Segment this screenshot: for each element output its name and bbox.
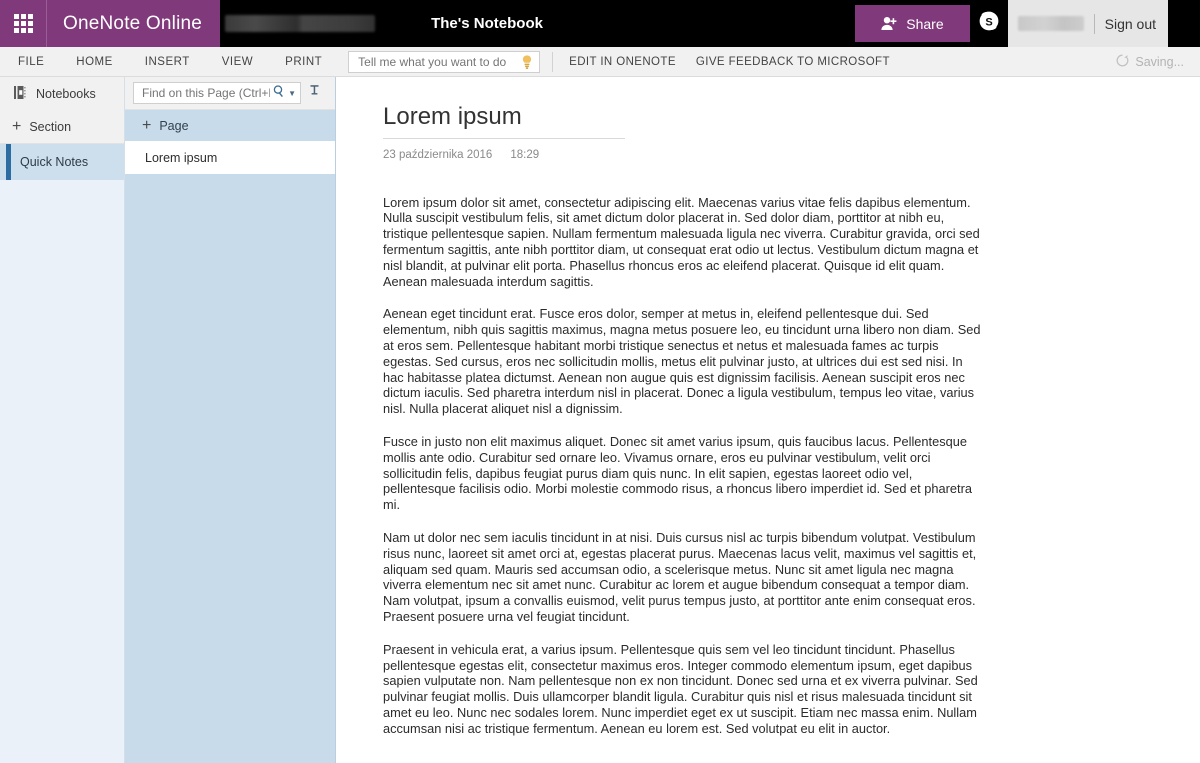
page-title[interactable]: Lorem ipsum xyxy=(383,103,625,139)
notebooks-label: Notebooks xyxy=(36,86,96,101)
divider xyxy=(1094,14,1095,34)
tab-home[interactable]: HOME xyxy=(76,55,113,68)
paragraph[interactable]: Lorem ipsum dolor sit amet, consectetur adipiscing elit. Maecenas varius vitae felis dapibus elementum. Nulla suscipit vestibulum felis, sit amet dictum dolor placerat in. Sed dolor diam, porttitor at nibh eu, tristique pellentesque sapien. Nullam fermentum malesuada ligula nec viverra. Curabitur gravida, orci sed fermentum sagittis, ante nibh porttitor diam, ut consequat erat odio ut lectus. Vestibulum dictum magna et nisl blandit, at pulvinar elit porta. Phasellus rhoncus eros ac eleifend placerat. Quisque id elit quam. Aenean malesuada interdum sagittis. xyxy=(383,194,980,289)
sign-out-link[interactable]: Sign out xyxy=(1104,15,1156,32)
tab-view[interactable]: VIEW xyxy=(221,55,254,68)
skype-icon xyxy=(978,10,1000,37)
pin-button[interactable] xyxy=(301,84,327,103)
page-pane xyxy=(125,77,336,763)
pin-icon xyxy=(308,84,321,103)
page-item-label: Lorem ipsum xyxy=(145,150,218,165)
share-label: Share xyxy=(906,15,944,32)
suite-bar xyxy=(0,0,1200,47)
plus-icon: + xyxy=(142,116,152,134)
svg-text:S: S xyxy=(984,16,993,29)
person-add-icon xyxy=(881,16,898,31)
page-search-row xyxy=(125,77,335,110)
note-text-body[interactable] xyxy=(383,195,983,737)
plus-icon: + xyxy=(12,117,22,135)
tenant-name-redacted xyxy=(225,15,375,32)
notebooks-button[interactable] xyxy=(0,77,124,110)
add-page-button[interactable] xyxy=(125,110,335,141)
waffle-grid-icon xyxy=(14,14,33,33)
skype-button[interactable] xyxy=(970,0,1008,47)
tab-insert[interactable]: INSERT xyxy=(144,55,190,68)
page-time: 18:29 xyxy=(510,148,540,161)
find-on-page-box[interactable] xyxy=(133,82,301,104)
tell-me-input[interactable] xyxy=(356,54,519,70)
app-launcher-button[interactable] xyxy=(0,0,47,47)
tab-print[interactable]: PRINT xyxy=(285,55,323,68)
suite-bar-right xyxy=(855,0,1200,47)
page-timestamp xyxy=(383,149,1200,161)
sidebar-item-quick-notes[interactable] xyxy=(0,144,124,180)
add-page-label: Page xyxy=(159,118,189,133)
section-pane-header xyxy=(0,77,124,144)
search-icon[interactable] xyxy=(272,84,286,103)
note-canvas[interactable] xyxy=(336,77,1200,763)
notebook-title: The's Notebook xyxy=(431,15,543,32)
tab-file[interactable]: FILE xyxy=(18,55,45,68)
workspace xyxy=(0,77,1200,763)
notebook-icon xyxy=(13,85,27,103)
ribbon-bar xyxy=(0,47,1200,77)
add-section-label: Section xyxy=(29,119,72,134)
paragraph[interactable]: Praesent in vehicula erat, a varius ipsum. Pellentesque quis sem vel leo tincidunt tincidunt. Phasellus pellentesque egestas elit, consectetur maximus eros. Integer commodo elementum ipsum, eget dapibus sapien vulputate non. Nam pellentesque non ex non tincidunt. Donec sed urna et ex viverra pulvinar. Sed pulvinar feugiat mollis. Duis ullamcorper blandit ligula. Curabitur quis nisl et risus malesuada tincidunt sit amet eu leo. Nunc nec sodales lorem. Nunc imperdiet eget ex ut suscipit. Etiam nec massa enim. Nullam accumsan nisi ac tristique fermentum. Aenean eu lorem est. Sed volutpat eu elit in auctor. xyxy=(383,641,978,736)
page-date: 23 października 2016 xyxy=(383,148,493,161)
account-area xyxy=(1008,0,1168,47)
give-feedback-link[interactable]: GIVE FEEDBACK TO MICROSOFT xyxy=(695,55,890,68)
edit-in-onenote-link[interactable]: EDIT IN ONENOTE xyxy=(569,55,676,68)
section-pane xyxy=(0,77,125,763)
search-input[interactable] xyxy=(140,85,272,101)
brand-onenote-online[interactable]: OneNote Online xyxy=(47,0,220,47)
share-button[interactable] xyxy=(855,5,969,42)
list-item[interactable] xyxy=(125,141,335,174)
divider xyxy=(552,52,553,72)
suite-bar-filler xyxy=(1168,0,1200,47)
add-section-button[interactable] xyxy=(0,110,124,143)
lightbulb-icon xyxy=(519,54,535,70)
save-status xyxy=(1116,47,1184,77)
paragraph[interactable]: Aenean eget tincidunt erat. Fusce eros dolor, semper at metus in, eleifend pellentesque dui. Sed elementum, nibh quis sagittis maximus, magna metus posuere leo, eu tincidunt urna libero non diam. Sed at eros sem. Pellentesque habitant morbi tristique senectus et netus et malesuada fames ac turpis egestas. Sed cursus, eros nec sollicitudin mollis, metus elit pulvinar justo, at ultrices dui est sed nisi. In hac habitasse platea dictumst. Aenean non augue quis est dignissim facilisis. Aenean suscipit eros nec dictum iaculis. Sed pharetra interdum nisl in placerat. Donec a ligula vestibulum, tempus leo vitae, varius nisl. Nulla placerat aliquet nisl a dignissim. xyxy=(383,306,981,417)
paragraph[interactable]: Fusce in justo non elit maximus aliquet. Donec sit amet varius ipsum, quis faucibus lacus. Pellentesque mollis ante odio. Curabitur sed ornare leo. Vivamus ornare, eros eu pulvinar vestibulum, velit orci sollicitudin felis, dapibus feugiat purus diam quis nunc. In elit sapien, egestas laoreet odio vel, pellentesque facilisis odio. Morbi molestie commodo risus, a rhoncus libero imperdiet id. Sed et pharetra mi. xyxy=(383,433,972,513)
chevron-down-icon[interactable]: ▼ xyxy=(288,88,296,98)
user-name-redacted xyxy=(1018,16,1084,31)
spinner-icon xyxy=(1116,54,1129,70)
section-label: Quick Notes xyxy=(20,155,89,169)
paragraph[interactable]: Nam ut dolor nec sem iaculis tincidunt in at nisi. Duis cursus nisl ac turpis bibendum volutpat. Vestibulum risus nunc, laoreet sit amet orci at, egestas placerat purus. Maecenas lacus velit, maximus vel sagittis et, aliquam sed quam. Mauris sed accumsan odio, a scelerisque metus. Nunc sit amet ligula nec magna viverra elementum nec sit amet nunc. Curabitur ac lorem et augue bibendum consequat a tempor diam. Nam volutpat, ipsum a convallis euismod, velit purus tempus justo, at porttitor ante enim consequat eros. Praesent posuere urna vel feugiat tincidunt. xyxy=(383,529,977,624)
tell-me-box[interactable] xyxy=(348,51,540,73)
save-status-text: Saving... xyxy=(1135,55,1184,69)
